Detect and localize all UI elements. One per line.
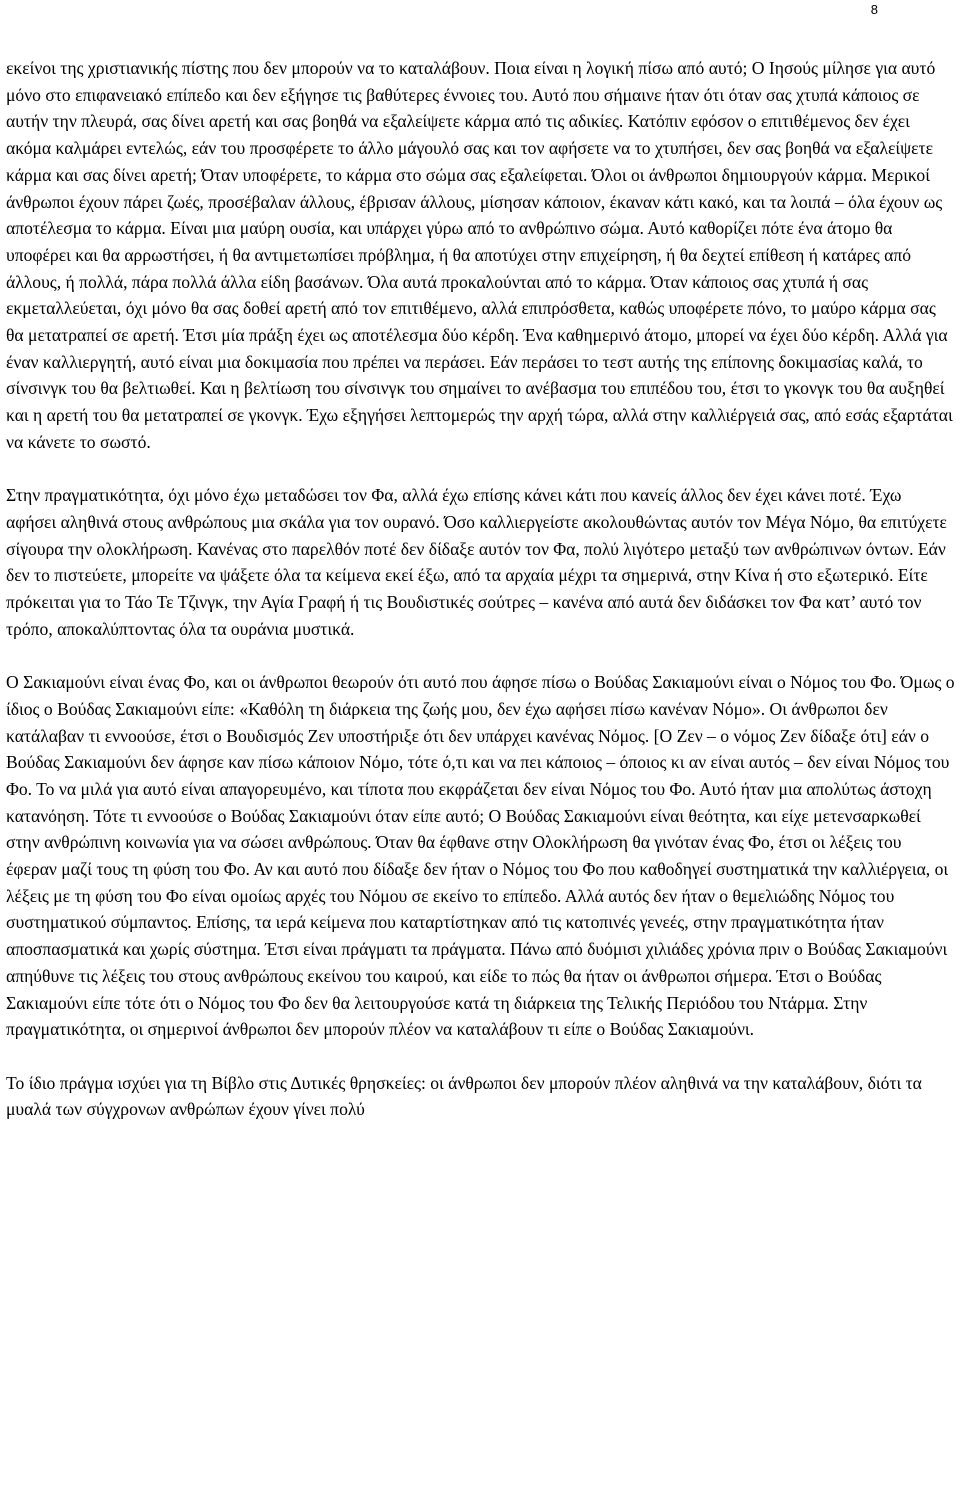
paragraph-bible: Το ίδιο πράγμα ισχύει για τη Βίβλο στις Δυτικές θρησκείες: οι άνθρωποι δεν μπορούν πλέον αληθινά να την καταλάβουν, διότι τα μυαλά των σύγχρονων ανθρώπων έχουν γίνει πολύ	[6, 1072, 922, 1120]
paragraph-shakyamuni: Ο Σακιαμούνι είναι ένας Φο, και οι άνθρωποι θεωρούν ότι αυτό που άφησε πίσω ο Βούδας Σακιαμούνι είναι ο Νόμος του Φο. Όμως ο ίδιος ο Βούδας Σακιαμούνι είπε: «Καθόλη τη διάρκεια της ζωής μου, δεν έχω αφήσει πίσω κανέναν Νόμο». Οι άνθρωποι δεν κατάλαβαν τι εννοούσε, έτσι ο Βουδισμός Ζεν υποστήριξε ότι δεν υπάρχει κανένας Νόμος. [Ο Ζεν – ο νόμος Ζεν δίδαξε ότι] εάν ο Βούδας Σακιαμούνι δεν άφησε καν πίσω κάποιον Νόμο, τότε ό,τι και να πει κάποιος – όποιος κι αν είναι αυτός – δεν είναι Νόμος του Φο. Το να μιλά για αυτό είναι απαγορευμένο, και τίποτα που εκφράζεται δεν είναι Νόμος του Φο. Αυτό ήταν μια απολύτως άστοχη κατανόηση. Τότε τι εννοούσε ο Βούδας Σακιαμούνι όταν είπε αυτό; Ο Βούδας Σακιαμούνι είναι θεότητα, και είχε μετενσαρκωθεί στην ανθρώπινη κοινωνία για να σώσει ανθρώπους. Όταν θα έφθανε στην Ολοκλήρωση θα γινόταν ένας Φο, έτσι οι λέξεις του έφεραν μαζί τους τη φύση του Φο. Αν και αυτό που δίδαξε δεν ήταν ο Νόμος του Φο που καθοδηγεί συστηματικά την καλλιέργεια, οι λέξεις με τη φύση του Φο είναι ομοίως αρχές του Νόμου σε εκείνο το επίπεδο. Αλλά αυτός δεν ήταν ο θεμελιώδης Νόμος του συστηματικού σύμπαντος. Επίσης, τα ιερά κείμενα που καταρτίστηκαν από τις κατοπινές γενεές, στην πραγματικότητα ήταν αποσπασματικά και χωρίς σύστημα. Έτσι είναι πράγματι τα πράγματα. Πάνω από δυόμισι χιλιάδες χρόνια πριν ο Βούδας Σακιαμούνι απηύθυνε τις λέξεις του στους ανθρώπους εκείνου του καιρού, και είδε το πώς θα ήταν οι άνθρωποι σήμερα. Έτσι ο Βούδας Σακιαμούνι είπε τότε ότι ο Νόμος του Φο δεν θα λειτουργούσε κατά τη διάρκεια της Τελικής Περιόδου του Ντάρμα. Στην πραγματικότητα, οι σημερινοί άνθρωποι δεν μπορούν πλέον να καταλάβουν τι είπε ο Βούδας Σακιαμούνι.	[6, 672, 955, 1040]
page-number: 8	[870, 2, 878, 17]
paragraph-karma: εκείνοι της χριστιανικής πίστης που δεν μπορούν να το καταλάβουν. Ποια είναι η λογική πίσω από αυτό; Ο Ιησούς μίλησε για αυτό μόνο στο επιφανειακό επίπεδο και δεν εξήγησε τις βαθύτερες έννοιες του. Αυτό που σήμαινε ήταν ότι όταν σας χτυπά κάποιος σε αυτήν την πλευρά, σας δίνει αρετή και σας βοηθά να εξαλείψετε κάρμα από τις αδικίες. Κατόπιν εφόσον ο επιτιθέμενος δεν έχει ακόμα καλμάρει εντελώς, εάν του προσφέρετε το άλλο μάγουλό σας και τον αφήσετε να το χτυπήσει, δεν σας βοηθά να εξαλείψετε κάρμα και σας δίνει αρετή; Όταν υποφέρετε, το κάρμα στο σώμα σας εξαλείφεται. Όλοι οι άνθρωποι δημιουργούν κάρμα. Μερικοί άνθρωποι έχουν πάρει ζωές, προσέβαλαν άλλους, έβρισαν άλλους, μίσησαν κάποιον, έκαναν κάτι κακό, και τα λοιπά – όλα έχουν ως αποτέλεσμα το κάρμα. Είναι μια μαύρη ουσία, και υπάρχει γύρω από το ανθρώπινο σώμα. Αυτό καθορίζει πότε ένα άτομο θα υποφέρει και θα αρρωστήσει, ή θα αντιμετωπίσει πρόβλημα, ή θα αποτύχει στην επιχείρηση, ή θα δεχτεί επίθεση ή κατάρες από άλλους, ή πολλά, πάρα πολλά άλλα είδη βασάνων. Όλα αυτά προκαλούνται από το κάρμα. Όταν κάποιος σας χτυπά ή σας εκμεταλλεύεται, όχι μόνο θα σας δοθεί αρετή από τον επιτιθέμενο, αλλά επιπρόσθετα, καθώς υποφέρετε πόνο, το μαύρο κάρμα σας θα μετατραπεί σε αρετή. Έτσι μία πράξη έχει ως αποτέλεσμα δύο κέρδη. Ένα καθημερινό άτομο, μπορεί να έχει δύο κέρδη. Αλλά για έναν καλλιεργητή, αυτό είναι μια δοκιμασία που πρέπει να περάσει. Εάν περάσει το τεστ αυτής της επίπονης δοκιμασίας καλά, το σίνσινγκ του θα βελτιωθεί. Και η βελτίωση του σίνσινγκ του σημαίνει το ανέβασμα του επιπέδου του, έτσι το γκονγκ του θα αυξηθεί και η αρετή του θα μετατραπεί σε γκονγκ. Έχω εξηγήσει λεπτομερώς την αρχή τώρα, αλλά στην καλλιέργειά σας, από εσάς εξαρτάται να κάνετε το σωστό.	[6, 58, 953, 452]
body-text	[6, 55, 956, 1150]
paragraph-ladder-to-heaven: Στην πραγματικότητα, όχι μόνο έχω μεταδώσει τον Φα, αλλά έχω επίσης κάνει κάτι που κανείς άλλος δεν έχει κάνει ποτέ. Έχω αφήσει αληθινά στους ανθρώπους μια σκάλα για τον ουρανό. Όσο καλλιεργείστε ακολουθώντας αυτόν τον Μέγα Νόμο, θα επιτύχετε σίγουρα την ολοκλήρωση. Κανένας στο παρελθόν ποτέ δεν δίδαξε αυτόν τον Φα, πολύ λιγότερο μεταξύ των ανθρώπινων όντων. Εάν δεν το πιστεύετε, μπορείτε να ψάξετε όλα τα κείμενα εκεί έξω, από τα αρχαία μέχρι τα σημερινά, στην Κίνα ή στο εξωτερικό. Είτε πρόκειται για το Τάο Τε Τζινγκ, την Αγία Γραφή ή τις Βουδιστικές σούτρες – κανένα από αυτά δεν διδάσκει τον Φα κατ’ αυτό τον τρόπο, αποκαλύπτοντας όλα τα ουράνια μυστικά.	[6, 485, 947, 639]
